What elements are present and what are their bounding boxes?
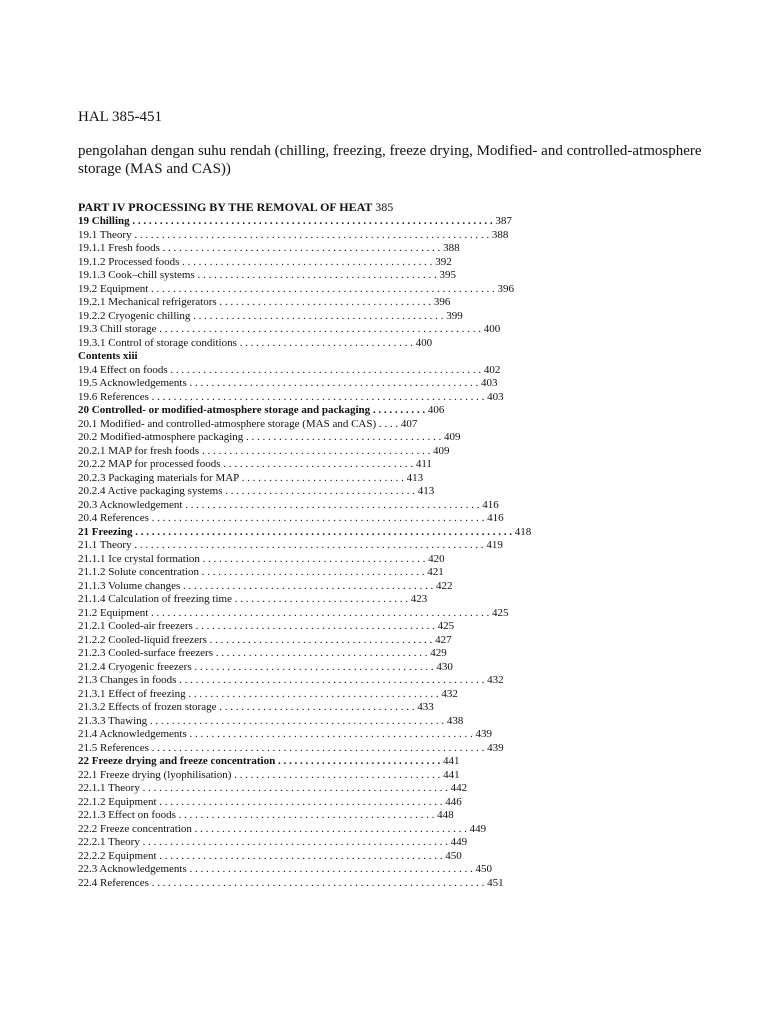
- toc-entry: [78, 323, 738, 337]
- document-page: [78, 108, 738, 890]
- toc-entry-text: 22.2 Freeze concentration . . . . . . . . . . . . . . . . . . . . . . . . . . . . . . . . . . . . . . . . . . . . . . . . . .: [78, 822, 470, 835]
- toc-page-number: 392: [435, 255, 452, 268]
- toc-page-number: 416: [482, 498, 499, 511]
- toc-entry-text: 21.3.3 Thawing . . . . . . . . . . . . . . . . . . . . . . . . . . . . . . . . . . . . . . . . . . . . . . . . . . . . . .: [78, 714, 447, 727]
- toc-entry: [78, 418, 738, 432]
- toc-entry-text: 22.2.1 Theory . . . . . . . . . . . . . . . . . . . . . . . . . . . . . . . . . . . . . . . . . . . . . . . . . . . . . . . .: [78, 836, 451, 848]
- toc-page-number: 388: [491, 228, 509, 241]
- toc-lines: [78, 215, 738, 890]
- toc-entry: [78, 674, 738, 688]
- toc-entry-text: 19.2.2 Cryogenic chilling . . . . . . . . . . . . . . . . . . . . . . . . . . . . . . . . . . . . . . . . . . . . . .: [78, 309, 447, 322]
- toc-entry-text: 19.2.1 Mechanical refrigerators . . . . . . . . . . . . . . . . . . . . . . . . . . . . . . . . . . . . . . .: [78, 296, 434, 308]
- toc-page-number: 407: [400, 417, 418, 430]
- toc-entry-text: 19.4 Effect on foods . . . . . . . . . . . . . . . . . . . . . . . . . . . . . . . . . . . . . . . . . . . . . . . . . . . . . . . . .: [78, 363, 484, 376]
- toc-entry-text: 21.3.1 Effect of freezing . . . . . . . . . . . . . . . . . . . . . . . . . . . . . . . . . . . . . . . . . . . . . .: [78, 687, 442, 700]
- toc-page-number: 442: [450, 782, 468, 794]
- toc-entry: [78, 620, 738, 634]
- toc-entry: [78, 715, 738, 729]
- toc-page-number: 439: [475, 728, 493, 740]
- toc-page-number: 400: [483, 323, 501, 335]
- toc-entry: [78, 445, 738, 459]
- toc-page-number: 449: [469, 822, 487, 835]
- toc-entry-text: 19.1.1 Fresh foods . . . . . . . . . . . . . . . . . . . . . . . . . . . . . . . . . . . . . . . . . . . . . . . . . . .: [78, 242, 444, 254]
- toc-entry: [78, 458, 738, 472]
- toc-page-number: 432: [441, 687, 458, 700]
- toc-page-number: 441: [442, 755, 460, 767]
- toc-entry: [78, 242, 738, 256]
- toc-page-number: 402: [483, 363, 501, 376]
- toc-entry: [78, 836, 738, 850]
- toc-entry: [78, 377, 738, 391]
- toc-page-number: 399: [446, 309, 463, 322]
- toc-entry-text: 22.4 References . . . . . . . . . . . . . . . . . . . . . . . . . . . . . . . . . . . . . . . . . . . . . . . . . . . . . . . . . . . . .: [78, 876, 488, 889]
- toc-page-number: 441: [443, 768, 460, 781]
- toc-page-number: 432: [487, 674, 504, 686]
- toc-entry-text: 20.1 Modified- and controlled-atmosphere storage (MAS and CAS) . . . .: [78, 417, 401, 430]
- toc-entry: [78, 485, 738, 499]
- toc-entry: [78, 512, 738, 526]
- toc-entry: [78, 472, 738, 486]
- toc-entry-text: 22.1.3 Effect on foods . . . . . . . . . . . . . . . . . . . . . . . . . . . . . . . . . . . . . . . . . . . . . . .: [78, 809, 438, 821]
- toc-entry-text: 19.5 Acknowledgements . . . . . . . . . . . . . . . . . . . . . . . . . . . . . . . . . . . . . . . . . . . . . . . . . . . . .: [78, 377, 482, 389]
- toc-page-number: 422: [436, 579, 453, 592]
- toc-entry-text: 20.2.4 Active packaging systems . . . . . . . . . . . . . . . . . . . . . . . . . . . . . . . . . . .: [78, 485, 418, 497]
- toc-entry: [78, 296, 738, 310]
- toc-page-number: 400: [415, 336, 433, 349]
- toc-page-number: 416: [487, 512, 504, 524]
- toc-entry: [78, 539, 738, 553]
- toc-entry: [78, 593, 738, 607]
- toc-entry-text: 21.1 Theory . . . . . . . . . . . . . . . . . . . . . . . . . . . . . . . . . . . . . . . . . . . . . . . . . . . . . . . . . . . . . . . .: [78, 539, 487, 551]
- toc-page-number: 419: [486, 539, 503, 551]
- toc-page-number: 423: [410, 593, 428, 605]
- toc-entry-text: 19.3.1 Control of storage conditions . . . . . . . . . . . . . . . . . . . . . . . . . . . . . . . .: [78, 336, 416, 349]
- toc-entry: [78, 283, 738, 297]
- toc-entry-text: 21.2.3 Cooled-surface freezers . . . . . . . . . . . . . . . . . . . . . . . . . . . . . . . . . . . . . . .: [78, 647, 431, 659]
- toc-chapter-entry: [78, 526, 738, 540]
- toc-page-number: 425: [437, 620, 455, 632]
- toc-entry-text: 19.6 References . . . . . . . . . . . . . . . . . . . . . . . . . . . . . . . . . . . . . . . . . . . . . . . . . . . . . . . . . . . . .: [78, 390, 488, 403]
- toc-page-number: 420: [428, 552, 445, 565]
- toc-entry-text: 21.4 Acknowledgements . . . . . . . . . . . . . . . . . . . . . . . . . . . . . . . . . . . . . . . . . . . . . . . . . . . .: [78, 728, 476, 740]
- toc-chapter-entry: [78, 350, 738, 364]
- toc-entry-text: 21.3 Changes in foods . . . . . . . . . . . . . . . . . . . . . . . . . . . . . . . . . . . . . . . . . . . . . . . . . . . . . . . .: [78, 674, 488, 686]
- toc-entry-text: 21.2.4 Cryogenic freezers . . . . . . . . . . . . . . . . . . . . . . . . . . . . . . . . . . . . . . . . . . . .: [78, 660, 437, 673]
- toc-page-number: 438: [446, 714, 464, 727]
- toc-entry: [78, 256, 738, 270]
- toc-entry: [78, 310, 738, 324]
- toc-page-number: 396: [497, 282, 515, 295]
- toc-entry-text: 21.1.1 Ice crystal formation . . . . . . . . . . . . . . . . . . . . . . . . . . . . . . . . . . . . . . . . .: [78, 552, 429, 565]
- toc-entry-text: 19.1 Theory . . . . . . . . . . . . . . . . . . . . . . . . . . . . . . . . . . . . . . . . . . . . . . . . . . . . . . . . . . . . . . . . .: [78, 228, 492, 241]
- toc-page-number: 450: [475, 863, 493, 875]
- part-title: PART IV PROCESSING BY THE REMOVAL OF HEAT: [78, 200, 373, 214]
- toc-entry: [78, 850, 738, 864]
- toc-entry: [78, 769, 738, 783]
- toc-entry-text: 22.1 Freeze drying (lyophilisation) . . . . . . . . . . . . . . . . . . . . . . . . . . . . . . . . . . . . . .: [78, 768, 444, 781]
- toc-entry-text: 22 Freeze drying and freeze concentration . . . . . . . . . . . . . . . . . . . . . . . . . . . . . .: [78, 755, 443, 767]
- toc-entry: [78, 229, 738, 243]
- toc-entry: [78, 796, 738, 810]
- toc-chapter-entry: [78, 755, 738, 769]
- toc-entry: [78, 688, 738, 702]
- table-of-contents: [78, 200, 738, 890]
- toc-entry-text: 21.3.2 Effects of frozen storage . . . . . . . . . . . . . . . . . . . . . . . . . . . . . . . . . . . .: [78, 701, 418, 713]
- toc-page-number: 406: [427, 404, 445, 416]
- toc-entry: [78, 742, 738, 756]
- toc-entry-text: 19.1.2 Processed foods . . . . . . . . . . . . . . . . . . . . . . . . . . . . . . . . . . . . . . . . . . . . . .: [78, 255, 436, 268]
- toc-entry-text: 21.2 Equipment . . . . . . . . . . . . . . . . . . . . . . . . . . . . . . . . . . . . . . . . . . . . . . . . . . . . . . . . . . . . . .: [78, 606, 493, 619]
- toc-entry-text: 21.2.1 Cooled-air freezers . . . . . . . . . . . . . . . . . . . . . . . . . . . . . . . . . . . . . . . . . . . .: [78, 620, 438, 632]
- toc-page-number: 413: [417, 485, 435, 497]
- toc-page-number: 430: [436, 660, 453, 673]
- toc-entry: [78, 647, 738, 661]
- toc-entry: [78, 337, 738, 351]
- toc-entry: [78, 701, 738, 715]
- toc-page-number: 413: [406, 471, 424, 484]
- toc-entry-text: 19.3 Chill storage . . . . . . . . . . . . . . . . . . . . . . . . . . . . . . . . . . . . . . . . . . . . . . . . . . . . . . . . . . .: [78, 323, 484, 335]
- toc-entry-text: 21.1.3 Volume changes . . . . . . . . . . . . . . . . . . . . . . . . . . . . . . . . . . . . . . . . . . . . . .: [78, 579, 436, 592]
- toc-entry-text: 22.2.2 Equipment . . . . . . . . . . . . . . . . . . . . . . . . . . . . . . . . . . . . . . . . . . . . . . . . . . . .: [78, 849, 446, 862]
- toc-entry-text: 19.1.3 Cook–chill systems . . . . . . . . . . . . . . . . . . . . . . . . . . . . . . . . . . . . . . . . . . . .: [78, 269, 440, 281]
- toc-entry: [78, 661, 738, 675]
- toc-entry: [78, 364, 738, 378]
- toc-page-number: 450: [445, 849, 462, 862]
- toc-entry-text: 22.3 Acknowledgements . . . . . . . . . . . . . . . . . . . . . . . . . . . . . . . . . . . . . . . . . . . . . . . . . . . .: [78, 863, 476, 875]
- toc-entry: [78, 782, 738, 796]
- toc-page-number: 427: [435, 633, 452, 646]
- toc-page-number: 451: [487, 876, 504, 889]
- toc-entry-text: 20.2.1 MAP for fresh foods . . . . . . . . . . . . . . . . . . . . . . . . . . . . . . . . . . . . . . . . . .: [78, 444, 433, 457]
- toc-page-number: 388: [443, 242, 460, 254]
- page-heading: HAL 385-451: [78, 109, 163, 125]
- part-page-number: 385: [375, 200, 394, 214]
- toc-chapter-entry: [78, 215, 738, 229]
- toc-entry-text: 21.1.4 Calculation of freezing time . . . . . . . . . . . . . . . . . . . . . . . . . . . . . . . .: [78, 593, 411, 605]
- toc-entry-text: 20.4 References . . . . . . . . . . . . . . . . . . . . . . . . . . . . . . . . . . . . . . . . . . . . . . . . . . . . . . . . . . . . .: [78, 512, 488, 524]
- toc-entry-text: 19.2 Equipment . . . . . . . . . . . . . . . . . . . . . . . . . . . . . . . . . . . . . . . . . . . . . . . . . . . . . . . . . . . . . . .: [78, 282, 498, 295]
- toc-entry-text: 21.1.2 Solute concentration . . . . . . . . . . . . . . . . . . . . . . . . . . . . . . . . . . . . . . . . .: [78, 566, 428, 578]
- toc-entry: [78, 607, 738, 621]
- toc-page-number: 448: [437, 809, 454, 821]
- toc-entry: [78, 809, 738, 823]
- toc-page-number: 449: [450, 836, 468, 848]
- toc-entry-text: 20.2.2 MAP for processed foods . . . . . . . . . . . . . . . . . . . . . . . . . . . . . . . . . . .: [78, 458, 416, 470]
- toc-page-number: 433: [417, 701, 434, 713]
- toc-entry: [78, 499, 738, 513]
- toc-entry: [78, 431, 738, 445]
- intro-paragraph: pengolahan dengan suhu rendah (chilling, freezing, freeze drying, Modified- and controlled-atmosphere storage (MAS and CAS)): [78, 143, 702, 177]
- toc-entry-text: 20.2.3 Packaging materials for MAP . . . . . . . . . . . . . . . . . . . . . . . . . . . . . .: [78, 471, 407, 484]
- toc-entry-text: 20 Controlled- or modified-atmosphere storage and packaging . . . . . . . . . .: [78, 404, 428, 416]
- toc-entry: [78, 863, 738, 877]
- toc-page-number: 409: [432, 444, 450, 457]
- toc-entry-text: 19 Chilling . . . . . . . . . . . . . . . . . . . . . . . . . . . . . . . . . . . . . . . . . . . . . . . . . . . . . . . . . . . . . . . . . .: [78, 215, 496, 227]
- toc-entry: [78, 823, 738, 837]
- toc-entry: [78, 580, 738, 594]
- toc-page-number: 403: [481, 377, 498, 389]
- toc-page-number: 439: [487, 741, 504, 754]
- part-heading: [78, 200, 738, 215]
- toc-entry-text: Contents xiii: [78, 350, 138, 362]
- toc-entry-text: 22.1.1 Theory . . . . . . . . . . . . . . . . . . . . . . . . . . . . . . . . . . . . . . . . . . . . . . . . . . . . . . . .: [78, 782, 451, 794]
- toc-page-number: 429: [430, 647, 447, 659]
- toc-chapter-entry: [78, 404, 738, 418]
- toc-entry-text: 21.5 References . . . . . . . . . . . . . . . . . . . . . . . . . . . . . . . . . . . . . . . . . . . . . . . . . . . . . . . . . . . . .: [78, 741, 488, 754]
- toc-page-number: 421: [427, 566, 444, 578]
- toc-entry: [78, 269, 738, 283]
- toc-entry: [78, 391, 738, 405]
- toc-page-number: 396: [433, 296, 451, 308]
- toc-entry-text: 21 Freezing . . . . . . . . . . . . . . . . . . . . . . . . . . . . . . . . . . . . . . . . . . . . . . . . . . . . . . . . . . . . . . . . . . . . .: [78, 525, 515, 538]
- toc-page-number: 425: [492, 606, 509, 619]
- toc-entry-text: 21.2.2 Cooled-liquid freezers . . . . . . . . . . . . . . . . . . . . . . . . . . . . . . . . . . . . . . . . .: [78, 633, 436, 646]
- toc-page-number: 395: [439, 269, 456, 281]
- toc-page-number: 387: [495, 215, 512, 227]
- toc-page-number: 409: [444, 431, 461, 443]
- toc-entry-text: 20.2 Modified-atmosphere packaging . . . . . . . . . . . . . . . . . . . . . . . . . . . . . . . . . . . .: [78, 431, 445, 443]
- toc-entry: [78, 877, 738, 891]
- toc-page-number: 418: [514, 525, 532, 538]
- toc-entry: [78, 566, 738, 580]
- toc-entry-text: 22.1.2 Equipment . . . . . . . . . . . . . . . . . . . . . . . . . . . . . . . . . . . . . . . . . . . . . . . . . . . .: [78, 795, 446, 808]
- toc-entry-text: 20.3 Acknowledgement . . . . . . . . . . . . . . . . . . . . . . . . . . . . . . . . . . . . . . . . . . . . . . . . . . . . . .: [78, 498, 483, 511]
- toc-page-number: 403: [487, 390, 504, 403]
- toc-entry: [78, 553, 738, 567]
- toc-entry: [78, 634, 738, 648]
- toc-page-number: 411: [415, 458, 432, 470]
- toc-entry: [78, 728, 738, 742]
- toc-page-number: 446: [445, 795, 462, 808]
